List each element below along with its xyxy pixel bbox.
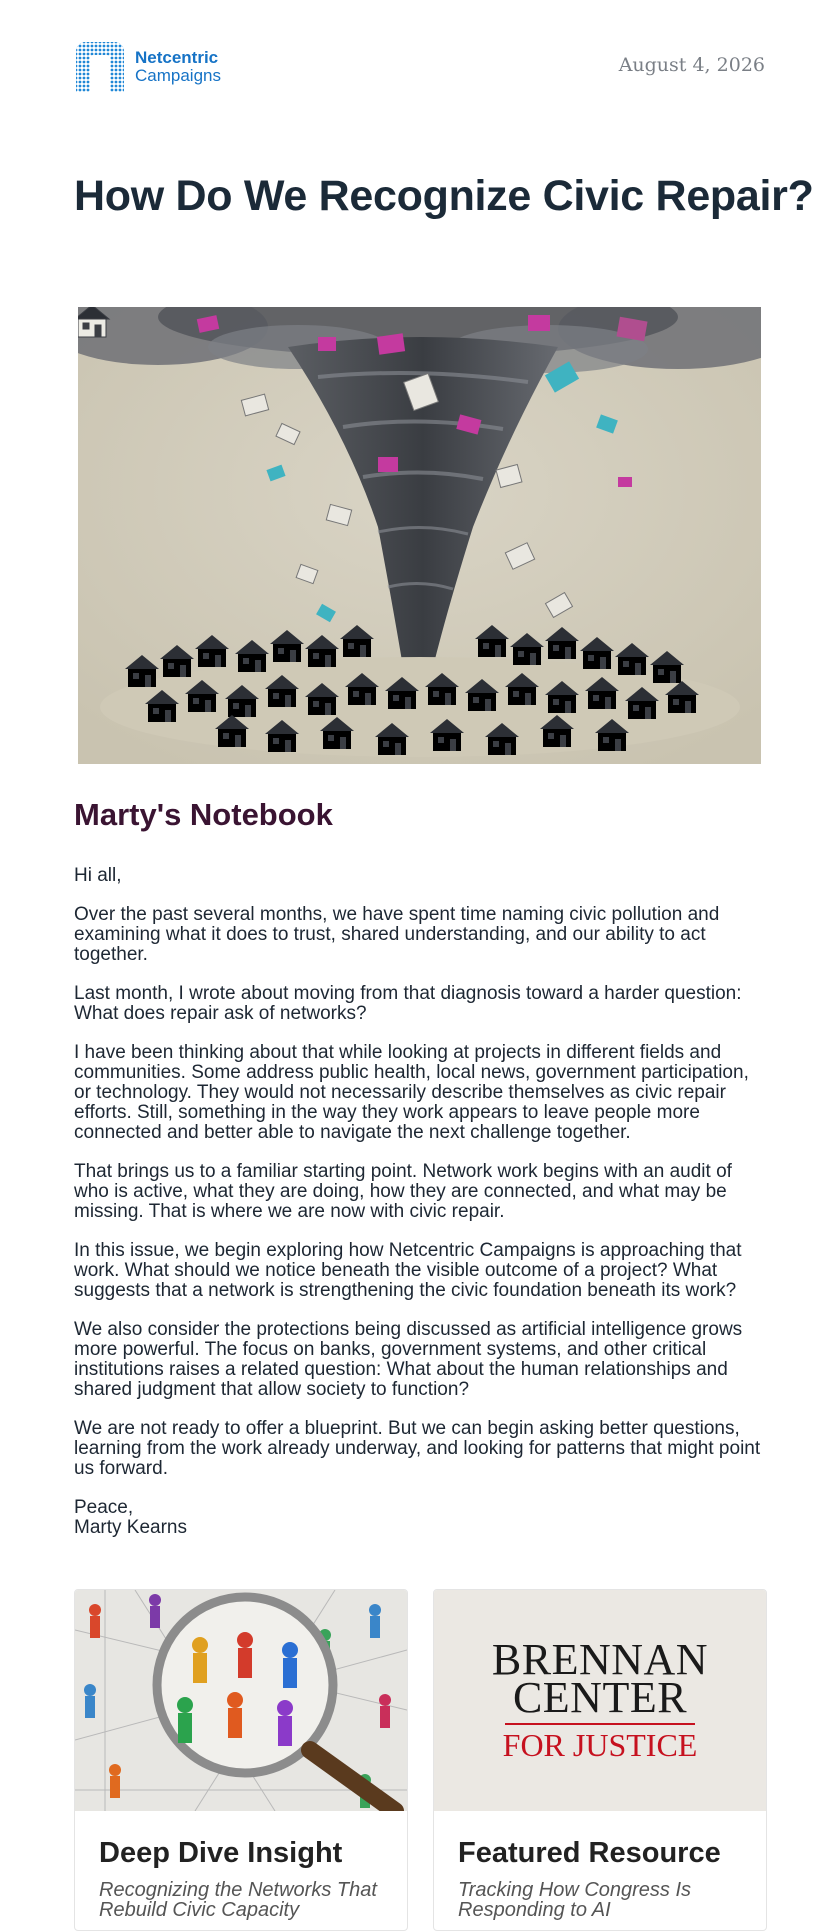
letter-paragraph: That brings us to a familiar starting point. Network work begins with an audit of who is active, what they are doing, how they are connected, and what may be missing. That is where we are now with civic repair.: [74, 1161, 732, 1222]
deep-dive-subtitle[interactable]: Recognizing the Networks That Rebuild Civic Capacity: [99, 1879, 377, 1921]
logo-rule: [505, 1723, 695, 1725]
brennan-center-logo: [434, 1590, 766, 1811]
letter-paragraph: Over the past several months, we have spent time naming civic pollution and examining what it does to trust, shared understanding, and our ability to act together.: [74, 904, 720, 965]
featured-resource-subtitle[interactable]: Tracking How Congress Is Responding to AI: [458, 1879, 692, 1921]
featured-resource-title[interactable]: Featured Resource: [458, 1837, 721, 1869]
magnifier-network-illustration: [75, 1590, 407, 1811]
logo-line3: FOR JUSTICE: [502, 1726, 698, 1763]
hero-image: [78, 307, 761, 764]
letter-paragraph: We are not ready to offer a blueprint. But we can begin asking better questions, learning from the work already underway, and looking for patterns that might point us forward.: [74, 1418, 761, 1479]
letter-paragraph: I have been thinking about that while looking at projects in different fields and communities. Some address public health, local news, government participation, or technology. They would not necessarily describe themselves as civic repair efforts. Still, something in the way they work appears to leave people more connected and better able to navigate the next challenge together.: [74, 1042, 749, 1143]
page-title: How Do We Recognize Civic Repair?: [74, 172, 814, 220]
letter-paragraph: Hi all,: [74, 865, 122, 886]
notebook-heading: Marty's Notebook: [74, 797, 333, 832]
brand-name-line1: Netcentric: [135, 48, 219, 67]
brand-name-line2: Campaigns: [135, 66, 221, 85]
signoff-greeting: Peace,: [74, 1497, 134, 1518]
letter-paragraph: We also consider the protections being discussed as artificial intelligence grows more powerful. The focus on banks, government systems, and other critical institutions raises a related question: What about the human relationships and shared judgment that allow society to function?: [74, 1319, 743, 1400]
netcentric-logo-icon: [74, 40, 126, 94]
letter-paragraph: In this issue, we begin exploring how Netcentric Campaigns is approaching that work. What should we notice beneath the visible outcome of a project? What suggests that a network is strengthening the civic foundation beneath its work?: [74, 1240, 742, 1301]
logo-line2: CENTER: [512, 1672, 688, 1722]
deep-dive-card[interactable]: [74, 1589, 408, 1931]
letter-paragraph: Last month, I wrote about moving from that diagnosis toward a harder question: What does repair ask of networks?: [74, 983, 742, 1024]
signoff-author: Marty Kearns: [74, 1517, 187, 1538]
logo-line1: BRENNAN: [491, 1634, 709, 1684]
issue-date: August 4, 2026: [618, 54, 765, 76]
featured-resource-card[interactable]: [433, 1589, 767, 1931]
brand-logo[interactable]: [74, 40, 221, 94]
deep-dive-image: [75, 1590, 407, 1811]
notebook-letter: [74, 866, 766, 1538]
deep-dive-title[interactable]: Deep Dive Insight: [99, 1837, 343, 1869]
tornado-illustration: [78, 307, 761, 764]
letter-signoff: [74, 1498, 766, 1538]
